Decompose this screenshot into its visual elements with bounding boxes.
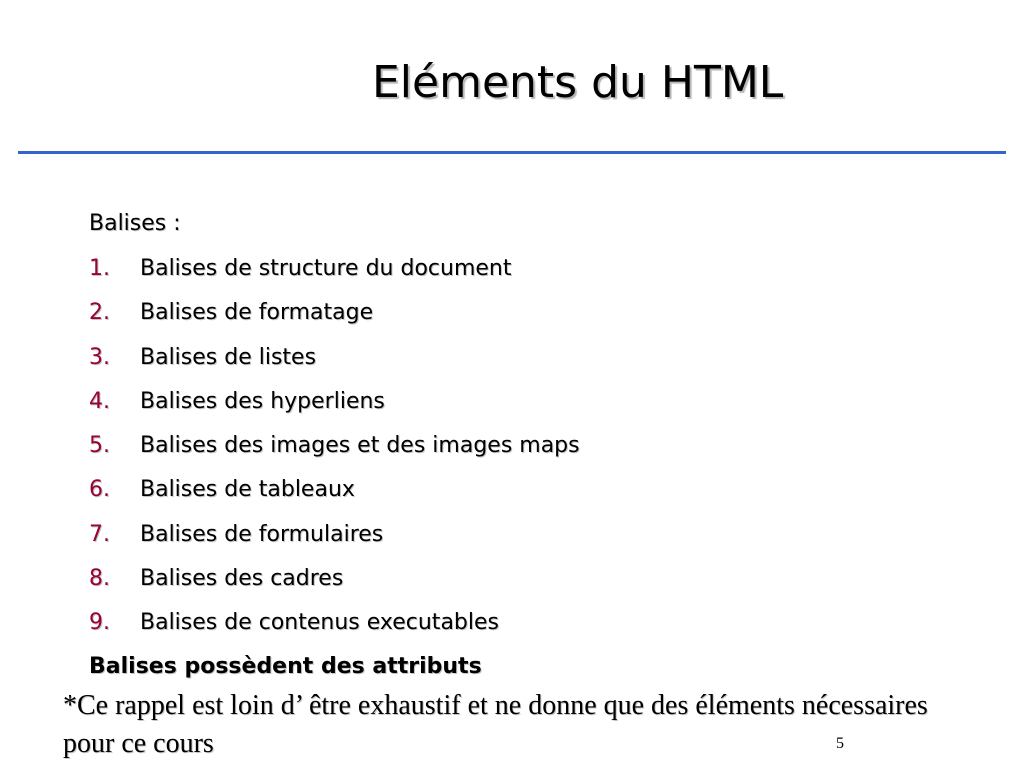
list-item <box>89 607 580 651</box>
list-item-number: 2. <box>89 300 110 326</box>
list-item-label: Balises de tableaux <box>140 477 355 503</box>
list-item-label: Balises de listes <box>140 344 317 370</box>
list-item <box>89 386 580 430</box>
list-item-label: Balises des cadres <box>140 566 344 592</box>
list-item-number: 8. <box>89 566 110 592</box>
list-item-number: 9. <box>89 610 110 636</box>
list-item-number: 4. <box>89 388 110 414</box>
list-item-number: 1. <box>89 256 110 281</box>
list-item-number: 3. <box>89 344 110 370</box>
list-item-number: 5. <box>89 433 110 459</box>
footnote: *Ce rappel est loin d’ être exhaustif et ne donne que des éléments nécessaires pour ce cours <box>63 690 928 759</box>
list-item <box>89 430 580 474</box>
balises-intro: Balises : <box>89 211 181 236</box>
attributes-line: Balises possèdent des attributs <box>89 654 482 679</box>
list-item <box>89 297 580 341</box>
list-item-label: Balises de formatage <box>140 300 374 326</box>
page-number: 5 <box>836 735 844 752</box>
list-item <box>89 253 580 297</box>
slide-title: Eléments du HTML <box>372 57 784 108</box>
title-divider <box>18 151 1006 154</box>
list-item <box>89 563 580 607</box>
list-item-number: 7. <box>89 521 110 547</box>
list-item-label: Balises de formulaires <box>140 521 384 547</box>
list-item-label: Balises des images et des images maps <box>140 433 580 459</box>
list-item-label: Balises des hyperliens <box>140 388 385 414</box>
list-item <box>89 474 580 518</box>
list-item <box>89 519 580 563</box>
list-item-label: Balises de contenus executables <box>140 610 499 636</box>
list-item-label: Balises de structure du document <box>140 256 512 281</box>
list-item <box>89 342 580 386</box>
list-item-number: 6. <box>89 477 110 503</box>
balises-list <box>89 253 580 652</box>
